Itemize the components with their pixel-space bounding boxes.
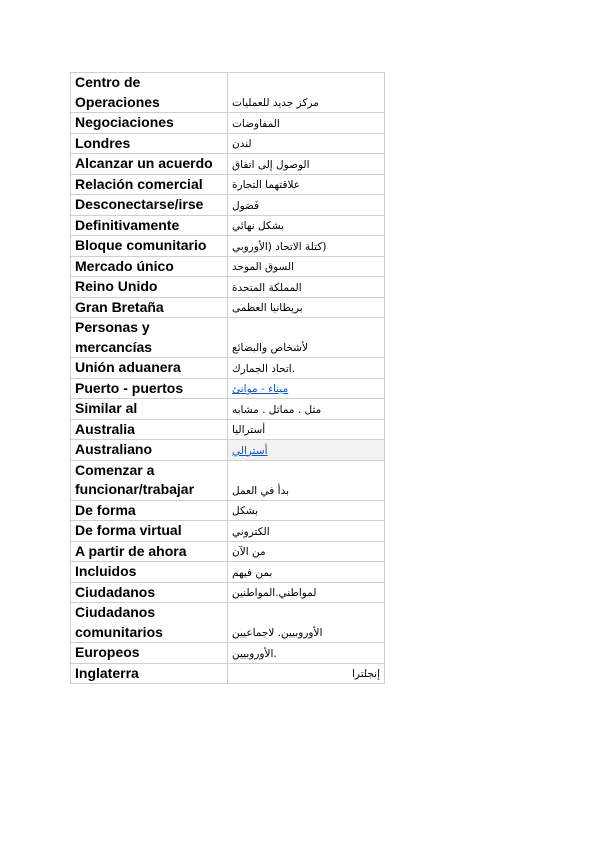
spanish-term: Inglaterra: [75, 664, 139, 681]
spanish-term-cell: [71, 113, 228, 134]
spanish-term-cell: [71, 174, 228, 195]
spanish-term: Personas y mercancías: [75, 319, 153, 355]
arabic-translation: الوصول إلى اتفاق: [232, 158, 310, 171]
spanish-term-cell: [71, 133, 228, 154]
spanish-term-cell: [71, 643, 228, 664]
arabic-translation: لمواطني.المواطنين: [232, 587, 317, 599]
table-row: [71, 440, 385, 461]
arabic-translation-cell: [228, 399, 385, 420]
arabic-translation: مثل . مماثل . مشابه: [232, 403, 322, 416]
table-row: [71, 358, 385, 379]
arabic-translation: بريطانيا العظمى: [232, 302, 303, 314]
spanish-term: Puerto - puertos: [75, 379, 184, 396]
spanish-term-cell: [71, 399, 228, 420]
arabic-translation-cell: [228, 277, 385, 298]
table-row: [71, 154, 385, 175]
table-row: [71, 378, 385, 399]
arabic-translation: الأوروبيين. لاجماعيين: [232, 627, 323, 639]
spanish-term-cell: [71, 318, 228, 358]
spanish-term-cell: [71, 297, 228, 318]
arabic-translation: الكتروني: [232, 525, 270, 538]
spanish-term: Similar al: [75, 400, 138, 416]
arabic-translation: .اتحاد الجمارك: [232, 362, 296, 375]
arabic-translation-cell: [228, 603, 385, 643]
vocabulary-table-body: [71, 73, 385, 684]
spanish-term: Reino Unido: [75, 278, 158, 294]
arabic-translation: السوق الموحد: [232, 261, 295, 273]
spanish-term: Australiano: [75, 441, 153, 457]
table-row: [71, 643, 385, 664]
spanish-term-cell: [71, 521, 228, 542]
spanish-term-cell: [71, 582, 228, 603]
spanish-term: De forma virtual: [75, 522, 182, 538]
spanish-term: Gran Bretaña: [75, 298, 164, 315]
table-row: [71, 419, 385, 440]
spanish-term-cell: [71, 154, 228, 175]
spanish-term: De forma: [75, 501, 136, 518]
table-row: [71, 215, 385, 236]
table-row: [71, 73, 385, 113]
arabic-translation: بشكل: [232, 505, 259, 517]
arabic-translation: فَصَول: [232, 199, 260, 212]
arabic-translation-cell: [228, 419, 385, 440]
table-row: [71, 236, 385, 257]
arabic-translation-cell: [228, 582, 385, 603]
spanish-term: Incluidos: [75, 563, 137, 579]
arabic-translation: (كتلة الاتحاد (الأوروبي: [232, 240, 327, 253]
spanish-term: Relación comercial: [75, 175, 203, 192]
table-row: [71, 256, 385, 277]
spanish-term: Desconectarse/irse: [75, 196, 204, 212]
spanish-term: Bloque comunitario: [75, 237, 207, 253]
table-row: [71, 460, 385, 500]
arabic-translation: المملكة المتحدة: [232, 281, 302, 294]
arabic-translation-link[interactable]: ميناء - موانئ: [232, 383, 289, 395]
arabic-translation: مركز جديد للعمليات: [232, 97, 319, 109]
arabic-translation: لندن: [232, 138, 252, 150]
table-row: [71, 399, 385, 420]
table-row: [71, 318, 385, 358]
arabic-translation-cell: [228, 500, 385, 521]
table-row: [71, 277, 385, 298]
arabic-translation: بشكل نهائي: [232, 220, 285, 232]
spanish-term: Unión aduanera: [75, 359, 181, 375]
arabic-translation-cell: [228, 174, 385, 195]
arabic-translation-cell: [228, 460, 385, 500]
spanish-term-cell: [71, 419, 228, 440]
spanish-term-cell: [71, 215, 228, 236]
table-row: [71, 562, 385, 583]
table-row: [71, 113, 385, 134]
table-row: [71, 195, 385, 216]
spanish-term-cell: [71, 460, 228, 500]
spanish-term-cell: [71, 195, 228, 216]
vocabulary-table: [70, 72, 385, 684]
arabic-translation-cell: [228, 195, 385, 216]
spanish-term: Definitivamente: [75, 216, 180, 233]
arabic-translation-cell: [228, 133, 385, 154]
arabic-translation-link[interactable]: أسترالي: [232, 444, 268, 457]
spanish-term: Alcanzar un acuerdo: [75, 155, 213, 171]
arabic-translation-cell: [228, 643, 385, 664]
arabic-translation-cell: [228, 256, 385, 277]
arabic-translation: علاقتهما التجارة: [232, 179, 300, 191]
spanish-term: Comenzar a funcionar/trabajar: [75, 461, 195, 497]
table-row: [71, 541, 385, 562]
spanish-term: Negociaciones: [75, 114, 174, 130]
arabic-translation-cell: [228, 236, 385, 257]
arabic-translation: من الآن: [232, 546, 266, 558]
spanish-term-cell: [71, 541, 228, 562]
arabic-translation-cell: [228, 562, 385, 583]
spanish-term: Australia: [75, 420, 135, 437]
table-row: [71, 521, 385, 542]
spanish-term-cell: [71, 663, 228, 684]
spanish-term-cell: [71, 256, 228, 277]
arabic-translation: لأشخاص والبضائع: [232, 342, 308, 354]
arabic-translation: أستراليا: [232, 424, 266, 436]
spanish-term-cell: [71, 358, 228, 379]
spanish-term: Ciudadanos comunitarios: [75, 604, 163, 640]
table-row: [71, 500, 385, 521]
arabic-translation: إنجلترا: [352, 668, 380, 680]
spanish-term-cell: [71, 378, 228, 399]
spanish-term: Ciudadanos: [75, 583, 156, 600]
spanish-term-cell: [71, 603, 228, 643]
arabic-translation: .الأوروبيين: [232, 647, 277, 660]
arabic-translation-cell: [228, 154, 385, 175]
arabic-translation-cell: [228, 215, 385, 236]
table-row: [71, 174, 385, 195]
spanish-term-cell: [71, 500, 228, 521]
arabic-translation: بمن فيهم: [232, 566, 273, 579]
arabic-translation-cell: [228, 521, 385, 542]
arabic-translation-cell: [228, 113, 385, 134]
arabic-translation-cell[interactable]: [228, 440, 385, 461]
spanish-term-cell: [71, 73, 228, 113]
arabic-translation: بدأ في العمل: [232, 484, 290, 497]
arabic-translation-cell: [228, 318, 385, 358]
spanish-term-cell: [71, 277, 228, 298]
arabic-translation-cell[interactable]: [228, 378, 385, 399]
spanish-term: Mercado único: [75, 257, 174, 274]
spanish-term-cell: [71, 440, 228, 461]
arabic-translation-cell: [228, 541, 385, 562]
spanish-term-cell: [71, 562, 228, 583]
arabic-translation: المفاوضات: [232, 117, 280, 130]
spanish-term: Londres: [75, 134, 131, 151]
table-row: [71, 603, 385, 643]
arabic-translation-cell: [228, 358, 385, 379]
table-row: [71, 582, 385, 603]
arabic-translation-cell: [228, 663, 385, 684]
spanish-term: Centro de Operaciones: [75, 74, 160, 110]
spanish-term-cell: [71, 236, 228, 257]
table-row: [71, 297, 385, 318]
spanish-term: A partir de ahora: [75, 542, 187, 559]
spanish-term: Europeos: [75, 644, 140, 660]
arabic-translation-cell: [228, 73, 385, 113]
arabic-translation-cell: [228, 297, 385, 318]
table-row: [71, 133, 385, 154]
table-row: [71, 663, 385, 684]
